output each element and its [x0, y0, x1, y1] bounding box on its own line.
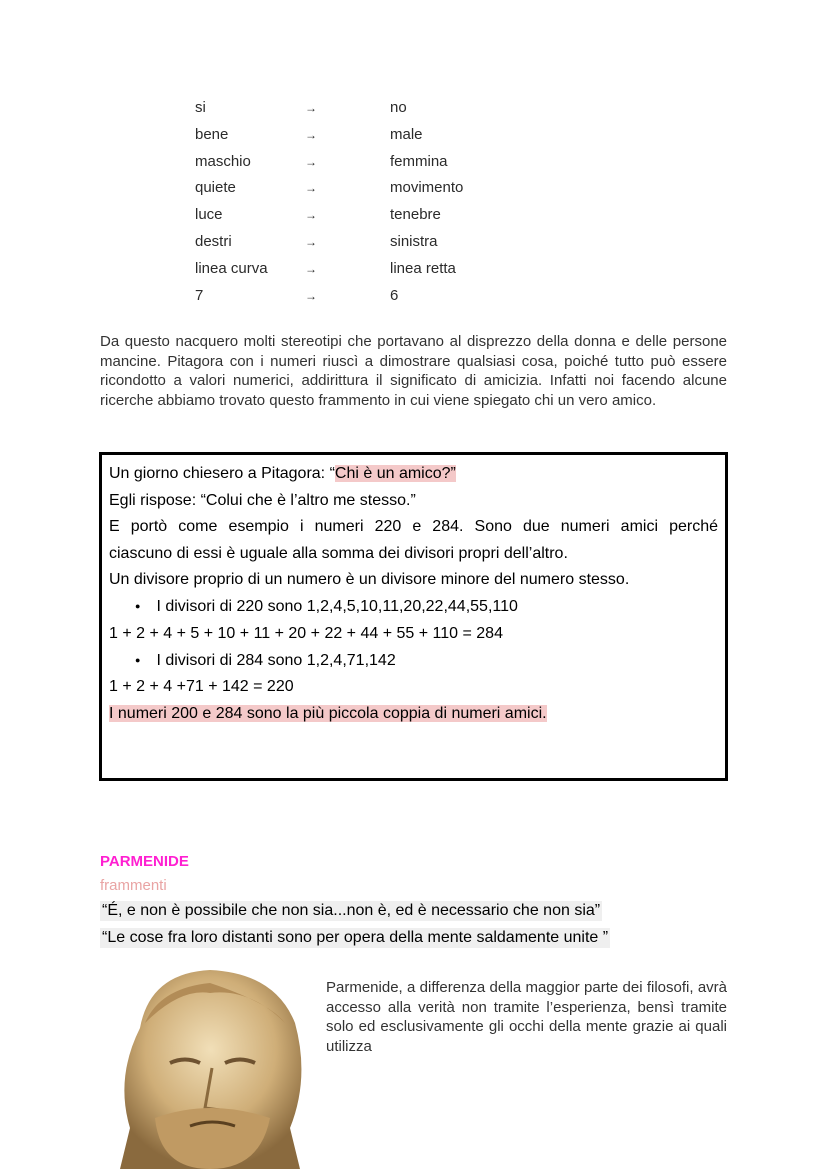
opposite-left: 7 — [195, 286, 204, 304]
arrow-icon: → — [305, 234, 317, 249]
parmenides-bust-image — [100, 968, 312, 1169]
opposite-left: linea curva — [195, 259, 268, 277]
sum-220: 1 + 2 + 4 + 5 + 10 + 11 + 20 + 22 + 44 + 55 + 110 = 284 — [109, 625, 503, 642]
opposite-left: maschio — [195, 152, 251, 170]
amicable-numbers-box — [99, 452, 728, 781]
box-conclusion — [109, 705, 718, 723]
opposite-pair — [195, 287, 515, 314]
box-line-answer: Egli rispose: “Colui che è l’altro me stesso.” — [109, 492, 416, 509]
conclusion-highlight: I numeri 200 e 284 sono la più piccola coppia di numeri amici. — [109, 705, 547, 722]
arrow-icon: → — [305, 288, 317, 303]
opposite-right: male — [390, 125, 423, 143]
opposites-table — [195, 99, 515, 313]
opposite-left: luce — [195, 206, 223, 224]
parmenide-title: PARMENIDE — [100, 853, 189, 870]
opposite-pair — [195, 260, 515, 287]
opposite-right: sinistra — [390, 232, 438, 250]
opposite-pair — [195, 153, 515, 180]
opposite-right: linea retta — [390, 259, 456, 277]
opposite-left: si — [195, 99, 206, 116]
arrow-icon: → — [305, 101, 317, 115]
box-line-example: E portò come esempio i numeri 220 e 284. Sono due numeri amici perché — [109, 518, 718, 535]
question-highlight: Chi è un amico?” — [334, 465, 456, 482]
arrow-icon: → — [305, 261, 317, 276]
parmenide-quote-1: “É, e non è possibile che non sia...non è, ed è necessario che non sia” — [102, 902, 601, 919]
opposite-pair — [195, 179, 515, 206]
parmenide-description: Parmenide, a differenza della maggior parte dei filosofi, avrà accesso alla verità non tramite l’esperienza, bensì tramite solo ed esclusivamente gli occhi della mente grazie ai quali utilizza — [326, 979, 727, 1055]
opposite-pair — [195, 206, 515, 233]
box-line-question — [109, 465, 718, 483]
intro-paragraph: Da questo nacquero molti stereotipi che portavano al disprezzo della donna e delle persone mancine. Pitagora con i numeri riuscì a dimostrare qualsiasi cosa, poiché tutto può essere ricondotto a valori numerici, addirittura il significato di amicizia. Infatti noi facendo alcune ricerche abbiamo trovato questo frammento in cui viene spiegato chi un vero amico. — [100, 333, 727, 409]
box-line-explanation: ciascuno di essi è uguale alla somma dei divisori propri dell’altro. — [109, 545, 568, 562]
opposite-pair — [195, 126, 515, 153]
parmenide-quote-2: “Le cose fra loro distanti sono per opera della mente saldamente unite ” — [102, 929, 609, 946]
opposite-right: femmina — [390, 152, 448, 170]
opposite-left: quiete — [195, 179, 236, 197]
opposite-right: movimento — [390, 179, 464, 197]
arrow-icon: → — [305, 181, 317, 196]
opposite-right: tenebre — [390, 206, 441, 224]
bullet-divisors-220: ● I divisori di 220 sono 1,2,4,5,10,11,20,22,44,55,110 — [109, 598, 718, 616]
opposite-right: 6 — [390, 286, 399, 304]
arrow-icon: → — [305, 127, 317, 142]
arrow-icon: → — [305, 208, 317, 223]
opposite-pair — [195, 99, 515, 126]
opposite-left: destri — [195, 232, 232, 250]
opposite-right: no — [390, 99, 407, 116]
bullet-divisors-284: ● I divisori di 284 sono 1,2,4,71,142 — [109, 652, 718, 670]
question-prefix: Un giorno chiesero a Pitagora: “ — [109, 465, 335, 482]
sum-284: 1 + 2 + 4 +71 + 142 = 220 — [109, 678, 294, 695]
box-line-definition: Un divisore proprio di un numero è un divisore minore del numero stesso. — [109, 571, 630, 588]
parmenide-subtitle: frammenti — [100, 877, 167, 894]
opposite-pair — [195, 233, 515, 260]
arrow-icon: → — [305, 154, 317, 169]
opposite-left: bene — [195, 125, 229, 143]
